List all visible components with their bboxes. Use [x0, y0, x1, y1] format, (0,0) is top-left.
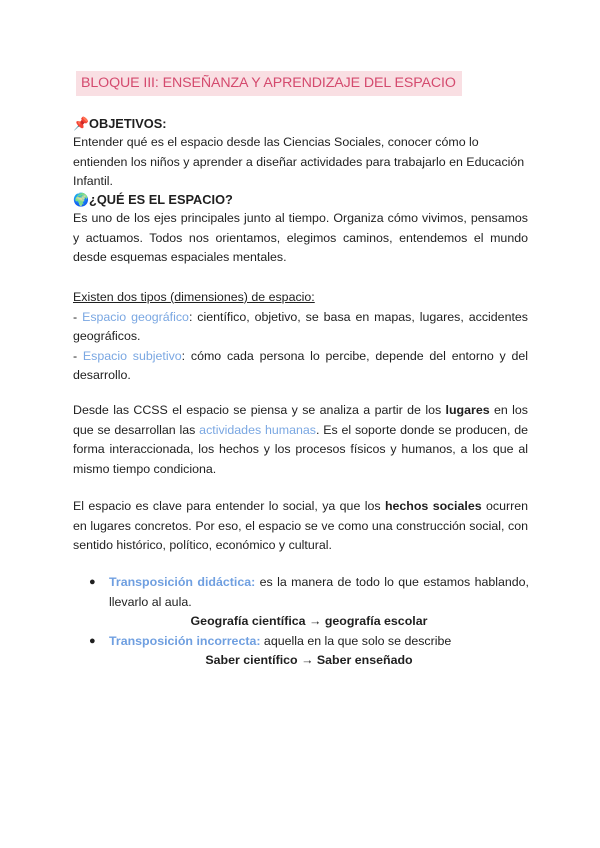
- objetivos-section: [73, 114, 528, 192]
- list-item: ● Transposición didáctica: es la manera de todo lo que estamos hablando, llevarlo al aula.: [89, 575, 529, 609]
- bullet-list: [89, 573, 529, 671]
- tipos-intro: Existen dos tipos (dimensiones) de espacio:: [73, 290, 315, 304]
- tipo-subjetivo: - Espacio subjetivo: cómo cada persona lo percibe, depende del entorno y del desarrollo.: [73, 348, 528, 382]
- objetivos-text: Entender qué es el espacio desde las Ciencias Sociales, conocer cómo lo entienden los niños y aprender a diseñar actividades para trabajarlo en Educación Infantil.: [73, 135, 525, 188]
- pushpin-icon: 📌: [73, 116, 89, 131]
- formula-geografia: Geografía científica → geografía escolar: [190, 614, 428, 628]
- que-es-text: Es uno de los ejes principales junto al tiempo. Organiza cómo vivimos, pensamos y actuamos. Todos nos orientamos, elegimos caminos, entendemos el mundo desde esquemas espaciales mentales.: [73, 211, 528, 264]
- objetivos-heading: 📌OBJETIVOS:: [73, 116, 167, 131]
- page-title: BLOQUE III: ENSEÑANZA Y APRENDIZAJE DEL ESPACIO: [76, 71, 462, 96]
- clave-paragraph: El espacio es clave para entender lo social, ya que los hechos sociales ocurren en lugares concretos. Por eso, el espacio se ve como una construcción social, con sentido histórico, político, económico y cultural.: [73, 499, 528, 552]
- tipos-section: [73, 288, 528, 386]
- formula-saber: Saber científico → Saber enseñado: [205, 653, 413, 667]
- term-espacio-geografico: Espacio geográfico: [82, 309, 189, 324]
- ccss-paragraph: Desde las CCSS el espacio se piensa y se analiza a partir de los lugares en los que se desarrollan las actividades humanas. Es el soporte donde se producen, de forma interaccionada, los hechos y los procesos físicos y humanos, a los que al mismo tiempo condiciona.: [73, 403, 528, 476]
- que-es-heading: 🌍¿QUÉ ES EL ESPACIO?: [73, 192, 233, 207]
- list-item: ● Transposición incorrecta: aquella en la que solo se describe: [89, 632, 529, 652]
- globe-icon: 🌍: [73, 192, 89, 207]
- bullet-icon: ●: [89, 576, 96, 588]
- term-espacio-subjetivo: Espacio subjetivo: [82, 348, 182, 363]
- term-actividades-humanas: actividades humanas: [199, 422, 316, 437]
- term-hechos-sociales: hechos sociales: [384, 499, 482, 513]
- tipo-geografico: - Espacio geográfico: científico, objetivo, se basa en mapas, lugares, accidentes geográficos.: [73, 309, 528, 343]
- que-es-section: [73, 190, 528, 268]
- term-transposicion-incorrecta: Transposición incorrecta:: [109, 633, 261, 648]
- term-lugares: lugares: [445, 403, 490, 417]
- term-transposicion-didactica: Transposición didáctica:: [109, 575, 256, 589]
- bullet-icon: ●: [89, 634, 96, 647]
